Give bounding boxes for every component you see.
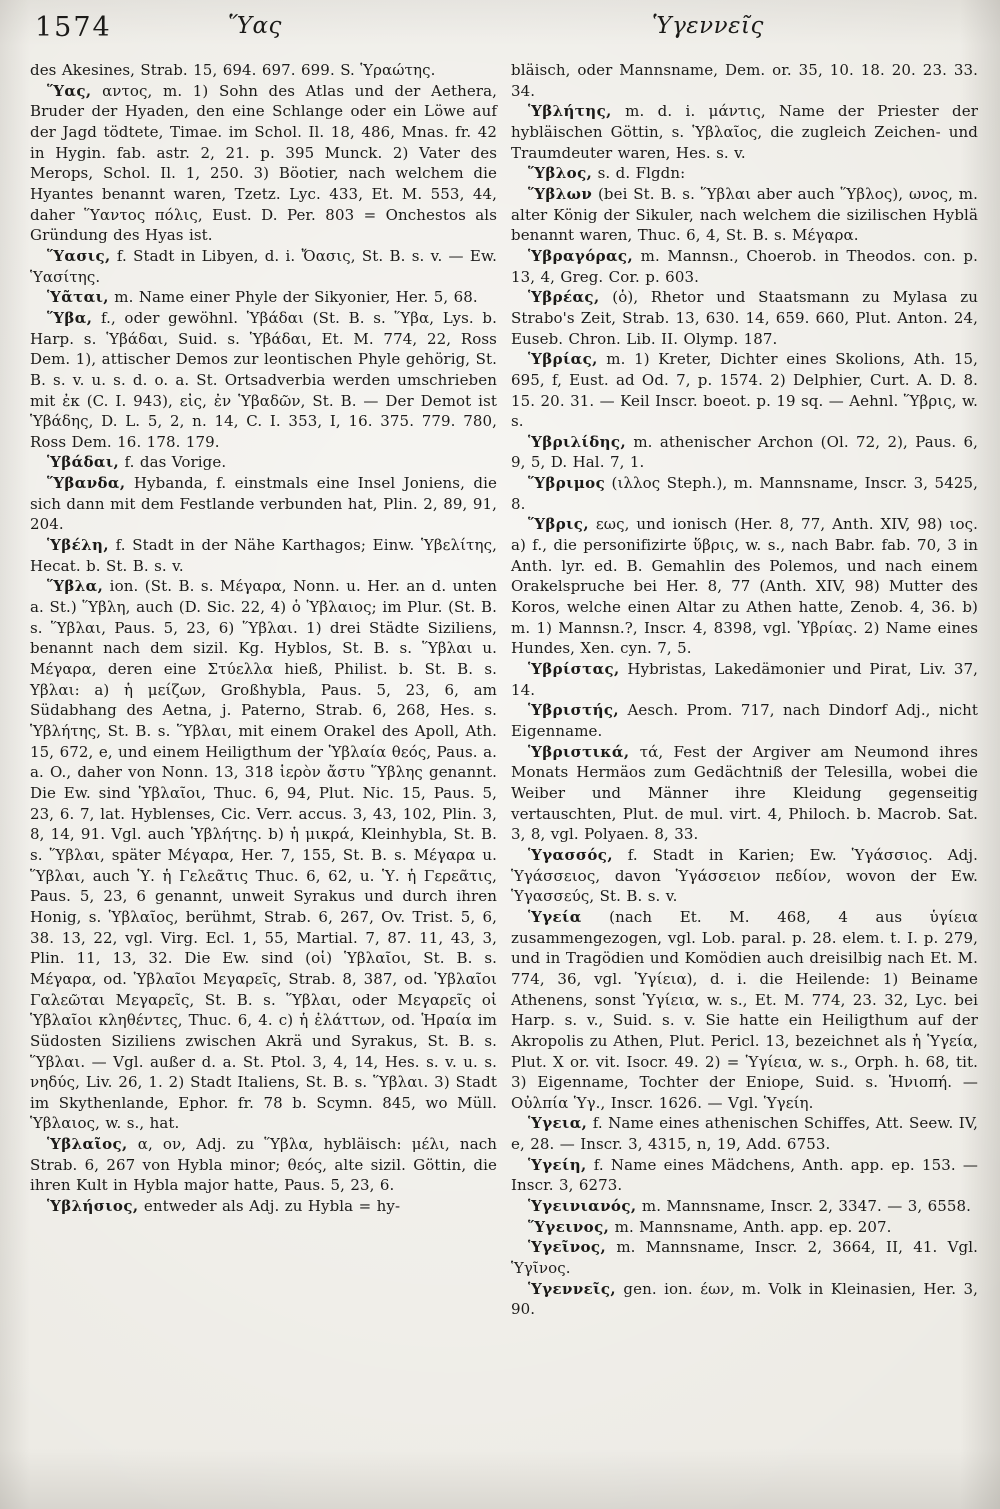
dictionary-entry (511, 514, 978, 659)
entry-headword: Ὑγεῖνος, (528, 1238, 607, 1257)
left-column (30, 60, 497, 1500)
dictionary-entry (511, 432, 978, 473)
dictionary-entry (511, 101, 978, 163)
entry-headword: Ὕγεινος, (528, 1217, 610, 1236)
dictionary-entry (30, 308, 497, 453)
entry-body: m. Mannsname, Inscr. 2, 3347. — 3, 6558. (636, 1197, 972, 1216)
entry-body: Hybanda, f. einstmals eine Insel Joniens, die sich dann mit dem Festlande verbunden hat, Plin. 2, 89, 91, 204. (30, 474, 497, 534)
entry-body: m. Name einer Phyle der Sikyonier, Her. 5, 68. (108, 288, 478, 307)
dictionary-entry (30, 576, 497, 1134)
dictionary-entry (511, 349, 978, 432)
entry-headword: Ὕβλων (528, 184, 593, 203)
entry-headword: Ὑᾶται, (47, 288, 109, 307)
entry-headword: Ὑβρέας, (528, 288, 600, 307)
entry-headword: Ὑβραγόρας, (528, 246, 634, 265)
entry-body: f. Name eines Mädchens, Anth. app. ep. 153. — Inscr. 3, 6273. (511, 1155, 978, 1195)
dictionary-entry (30, 1196, 497, 1217)
dictionary-entry (30, 287, 497, 308)
dictionary-entry (30, 60, 497, 81)
entry-headword: Ὑβριστής, (528, 701, 620, 720)
entry-body: εως, und ionisch (Her. 8, 77, Anth. XIV, 98) ιος. a) f., die personifizirte ὕβρις, w. s., nach Babr. fab. 70, 3 in Anth. lyr. ed. B. Gemahlin des Polemos, und nach einem Orakelspruche bei Her. 8, 77 (Anth. XIV, 98) Mutter des Koros, welche einen Altar zu Athen hatte, Zenob. 4, 36. b) m. 1) Mannsn.?, Inscr. 4, 8398, vgl. Ὑβρίας. 2) Name eines Hundes, Xen. cyn. 7, 5. (511, 515, 978, 658)
running-head-left: Ὕας (228, 13, 282, 39)
entry-headword: Ὕας, (47, 81, 92, 100)
dictionary-entry (511, 1113, 978, 1154)
dictionary-entry (511, 845, 978, 907)
entry-headword: Ὑγεία (528, 907, 582, 926)
entry-headword: Ὑγασσός, (528, 845, 613, 864)
text-columns (30, 60, 978, 1500)
dictionary-entry (511, 246, 978, 287)
entry-headword: Ὑβρίας, (528, 350, 598, 369)
entry-headword: Ὑβρίστας, (528, 660, 620, 679)
entry-headword: Ὕβανδα, (47, 474, 126, 493)
entry-body: m. Mannsname, Inscr. 2, 3664, II, 41. Vgl. Ὑγῖνος. (511, 1238, 978, 1278)
entry-body: f. Stadt in Karien; Ew. Ὑγάσσιος. Adj. Ὑγάσσειος, davon Ὑγάσσειον πεδίον, wovon der Ew. Ὑγασσεύς, St. B. s. v. (511, 845, 978, 906)
page-number: 1574 (35, 12, 112, 43)
dictionary-entry (511, 184, 978, 246)
entry-headword: Ὑβάδαι, (47, 453, 120, 472)
entry-headword: Ὑβλήτης, (528, 102, 612, 121)
entry-body: des Akesines, Strab. 15, 694. 697. 699. S. Ὑραώτης. (30, 61, 436, 79)
entry-body: m. athenischer Archon (Ol. 72, 2), Paus. 6, 9, 5, D. Hal. 7, 1. (511, 432, 978, 472)
entry-body: f. Name eines athenischen Schiffes, Att. Seew. IV, e, 28. — Inscr. 3, 4315, n, 19, Add. 6753. (511, 1114, 978, 1154)
dictionary-entry (511, 1237, 978, 1278)
entry-headword: Ὕβρις, (528, 515, 589, 534)
entry-body: f. Stadt in Libyen, d. i. Ὄασις, St. B. s. v. — Ew. Ὑασίτης. (30, 246, 497, 286)
entry-body: αντος, m. 1) Sohn des Atlas und der Aethera, Bruder der Hyaden, den eine Schlange oder ein Löwe auf der Jagd tödtete, Timae. im Schol. Il. 18, 486, Mnas. fr. 42 in Hygin. fab. astr. 2, 21. p. 395 Munck. 2) Vater des Merops, Schol. Il. 1, 250. 3) Böotier, nach welchem die Hyantes benannt waren, Tzetz. Lyc. 433, Et. M. 553, 44, daher Ὕαντος πόλις, Eust. D. Per. 803 = Onchestos als Gründung des Hyas ist. (30, 81, 497, 245)
entry-body: m. Mannsname, Anth. app. ep. 207. (609, 1217, 892, 1236)
entry-body: α, ον, Adj. zu Ὕβλα, hybläisch: μέλι, nach Strab. 6, 267 von Hybla minor; θεός, alte sizil. Göttin, die ihren Kult in Hybla major hatte, Paus. 5, 23, 6. (30, 1135, 497, 1195)
dictionary-entry (511, 473, 978, 514)
entry-body: (nach Et. M. 468, 4 aus ὑγίεια zusammengezogen, vgl. Lob. paral. p. 28. elem. t. I. p. 279, und in Tragödien und Komödien auch dreisilbig nach Et. M. 774, 36, vgl. Ὑγίεια), d. i. die Heilende: 1) Beiname Athenens, sonst Ὑγίεια, w. s., Et. M. 774, 23. 32, Lyc. bei Harp. s. v., Suid. s. v. Sie hatte ein Heiligthum auf der Akropolis zu Athen, Plut. Pericl. 13, bezeichnet als ἡ Ὑγεία, Plut. X or. vit. Isocr. 49. 2) = Ὑγίεια, w. s., Orph. h. 68, tit. 3) Eigenname, Tochter der Eniope, Suid. s. Ἡνιοπή. — Οὐλπία Ὑγ., Inscr. 1626. — Vgl. Ὑγείη. (511, 907, 978, 1112)
entry-headword: Ὕβριμος (528, 474, 606, 493)
dictionary-entry (511, 907, 978, 1114)
right-column (511, 60, 978, 1500)
entry-headword: Ὑβέλη, (47, 536, 109, 555)
entry-body: Hybristas, Lakedämonier und Pirat, Liv. 37, 14. (511, 660, 978, 699)
entry-body: m. Mannsn., Choerob. in Theodos. con. p. 13, 4, Greg. Cor. p. 603. (511, 246, 978, 286)
entry-body: entweder als Adj. zu Hybla = hy- (138, 1197, 401, 1216)
entry-body: f. Stadt in der Nähe Karthagos; Einw. Ὑβελίτης, Hecat. b. St. B. s. v. (30, 536, 497, 575)
page-header (0, 10, 1000, 56)
dictionary-entry (30, 246, 497, 287)
dictionary-entry (30, 473, 497, 535)
entry-body: m. d. i. μάντις, Name der Priester der hybläischen Göttin, s. Ὑβλαῖος, die zugleich Zeichen- und Traumdeuter waren, Hes. s. v. (511, 102, 978, 162)
entry-body: bläisch, oder Mannsname, Dem. or. 35, 10. 18. 20. 23. 33. 34. (511, 61, 978, 100)
entry-body: f. das Vorige. (119, 453, 227, 472)
dictionary-entry (511, 1279, 978, 1320)
entry-body: ion. (St. B. s. Μέγαρα, Nonn. u. Her. an d. unten a. St.) Ὕβλη, auch (D. Sic. 22, 4) ὁ Ὑβλαιος; im Plur. (St. B. s. Ὕβλαι, Paus. 5, 23, 6) Ὕβλαι. 1) drei Städte Siziliens, benannt nach dem sizil. Kg. Hyblos, St. B. s. Ὕβλαι u. Μέγαρα, deren eine Στύελλα hieß, Philist. b. St. B. s. Υβλαι: a) ἡ μείζων, Großhybla, Paus. 5, 23, 6, am Südabhang des Aetna, j. Paterno, Strab. 6, 268, Hes. s. Ὑβλήτης, St. B. s. Ὕβλαι, mit einem Orakel des Apoll, Ath. 15, 672, e, und einem Heiligthum der Ὑβλαία θεός, Paus. a. a. O., daher von Nonn. 13, 318 ἱερὸν ἄστυ Ὕβλης genannt. Die Ew. sind Ὑβλαῖοι, Thuc. 6, 94, Plut. Nic. 15, Paus. 5, 23, 6. 7, lat. Hyblenses, Cic. Verr. accus. 3, 43, 102, Plin. 3, 8, 14, 91. Vgl. auch Ὑβλήτης. b) ἡ μικρά, Kleinhybla, St. B. s. Ὕβλαι, später Μέγαρα, Her. 7, 155, St. B. s. Μέγαρα u. Ὕβλαι, auch Ὑ. ἡ Γελεᾶτις Thuc. 6, 62, u. Ὑ. ἡ Γερεᾶτις, Paus. 5, 23, 6 genannt, unweit Syrakus und durch ihren Honig, s. Ὑβλαῖος, berühmt, Strab. 6, 267, Ov. Trist. 5, 6, 38. 13, 22, vgl. Virg. Ecl. 1, 55, Martial. 7, 87. 11, 43, 3, Plin. 11, 13, 32. Die Ew. sind (οἱ) Ὑβλαῖοι, St. B. s. Μέγαρα, od. Ὑβλαῖοι Μεγαρεῖς, Strab. 8, 387, od. Ὑβλαῖοι Γαλεῶται Μεγαρεῖς, St. B. s. Ὕβλαι, oder Μεγαρεῖς οἱ Ὑβλαῖοι κληθέντες, Thuc. 6, 4. c) ἡ ἐλάττων, od. Ἡραία im Südosten Siziliens zwischen Akrä und Syrakus, St. B. s. Ὕβλαι. — Vgl. außer d. a. St. Ptol. 3, 4, 14, Hes. s. v. u. s. νηδύς, Liv. 26, 1. 2) Stadt Italiens, St. B. s. Ὕβλαι. 3) Stadt im Skythenlande, Ephor. fr. 78 b. Scymn. 845, wo Müll. Ὑβλαιος, w. s., hat. (30, 577, 497, 1133)
entry-body: (ὁ), Rhetor und Staatsmann zu Mylasa zu Strabo's Zeit, Strab. 13, 630. 14, 659. 660, Plut. Anton. 24, Euseb. Chron. Lib. II. Olymp. 187. (511, 288, 978, 348)
entry-headword: Ὕασις, (47, 246, 111, 265)
entry-body: (bei St. B. s. Ὕβλαι aber auch Ὕβλος), ωνος, m. alter König der Sikuler, nach welchem die sizilischen Hyblä benannt waren, Thuc. 6, 4, St. B. s. Μέγαρα. (511, 184, 978, 245)
entry-body: s. d. Flgdn: (592, 164, 686, 183)
dictionary-entry (30, 452, 497, 473)
dictionary-entry (30, 81, 497, 246)
entry-headword: Ὑβλαῖος, (47, 1135, 128, 1154)
dictionary-entry (511, 1155, 978, 1196)
dictionary-entry (30, 535, 497, 576)
entry-body: (ιλλος Steph.), m. Mannsname, Inscr. 3, 5425, 8. (511, 474, 978, 513)
dictionary-entry (30, 1134, 497, 1196)
entry-body: τά, Fest der Argiver am Neumond ihres Monats Hermäos zum Gedächtniß der Telesilla, wobei die Weiber und Männer ihre Kleidung gegenseitig vertauschten, Plut. de mul. virt. 4, Philoch. b. Macrob. Sat. 3, 8, vgl. Polyaen. 8, 33. (511, 742, 978, 844)
dictionary-entry (511, 163, 978, 184)
entry-headword: Ὑβλήσιος, (47, 1197, 139, 1216)
dictionary-entry (511, 1196, 978, 1217)
entry-headword: Ὕβλος, (528, 164, 593, 183)
entry-headword: Ὑγεινιανός, (528, 1197, 637, 1216)
entry-body: gen. ion. έων, m. Volk in Kleinasien, Her. 3, 90. (511, 1279, 978, 1319)
entry-headword: Ὑγεια, (528, 1114, 588, 1133)
entry-headword: Ὕβα, (47, 308, 93, 327)
dictionary-entry (511, 659, 978, 700)
entry-headword: Ὑβριλίδης, (528, 432, 627, 451)
entry-headword: Ὕβλα, (47, 577, 104, 596)
dictionary-entry (511, 1217, 978, 1238)
entry-body: Aesch. Prom. 717, nach Dindorf Adj., nicht Eigenname. (511, 701, 978, 740)
dictionary-entry (511, 287, 978, 349)
dictionary-entry (511, 60, 978, 101)
entry-body: f., oder gewöhnl. Ὑβάδαι (St. B. s. Ὕβα, Lys. b. Harp. s. Ὑβάδαι, Suid. s. Ὑβάδαι, Et. M. 774, 22, Ross Dem. 1), attischer Demos zur leontischen Phyle gehörig, St. B. s. v. u. s. d. o. a. St. Ortsadverbia werden umschrieben mit ἐκ (C. I. 943), εἰς, ἐν Ὑβαδῶν, St. B. — Der Demot ist Ὑβάδης, D. L. 5, 2, n. 14, C. I. 353, I, 16. 375. 779. 780, Ross Dem. 16. 178. 179. (30, 308, 497, 451)
entry-body: m. 1) Kreter, Dichter eines Skolions, Ath. 15, 695, f, Eust. ad Od. 7, p. 1574. 2) Delphier, Curt. A. D. 8. 15. 20. 31. — Keil Inscr. boeot. p. 19 sq. — Aehnl. Ὕβρις, w. s. (511, 350, 978, 431)
entry-headword: Ὑγεννεῖς, (528, 1279, 616, 1298)
running-head-right: Ὑγεννεῖς (652, 13, 764, 39)
entry-headword: Ὑβριστικά, (528, 742, 630, 761)
dictionary-entry (511, 700, 978, 741)
dictionary-entry (511, 742, 978, 845)
entry-headword: Ὑγείη, (528, 1155, 587, 1174)
